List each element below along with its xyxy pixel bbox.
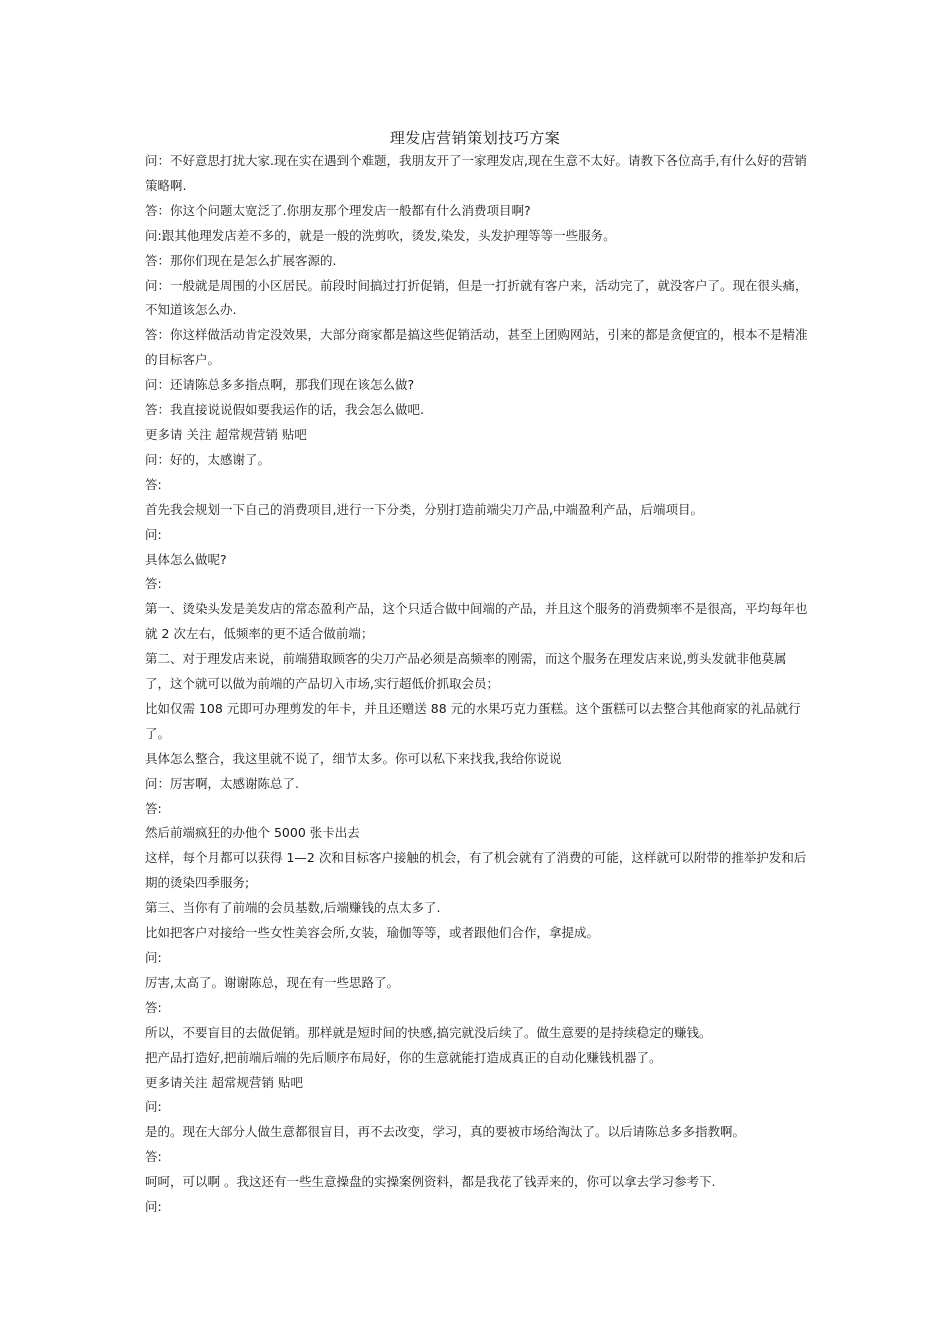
dialogue-paragraph: 是的。现在大部分人做生意都很盲目，再不去改变，学习，真的要被市场给淘汰了。以后请陈总多多指教啊。 [145, 1124, 746, 1140]
dialogue-paragraph: 问：厉害啊，太感谢陈总了. [145, 775, 299, 791]
dialogue-paragraph: 答: [145, 476, 162, 492]
dialogue-paragraph: 具体怎么做呢? [145, 551, 227, 567]
dialogue-paragraph: 然后前端疯狂的办他个 5000 张卡出去 [145, 825, 360, 841]
dialogue-paragraph: 答: [145, 999, 162, 1015]
dialogue-paragraph: 问：还请陈总多多指点啊，那我们现在该怎么做? [145, 377, 415, 393]
dialogue-paragraph: 答: [145, 1149, 162, 1165]
dialogue-paragraph: 答: [145, 576, 162, 592]
document-title: 理发店营销策划技巧方案 [389, 129, 561, 147]
dialogue-paragraph: 更多请 关注 超常规营销 贴吧 [145, 426, 307, 442]
dialogue-paragraph: 所以，不要盲目的去做促销。那样就是短时间的快感,搞完就没后续了。做生意要的是持续稳定的赚钱。 [145, 1024, 712, 1040]
dialogue-paragraph: 问：好的，太感谢了。 [145, 451, 271, 467]
dialogue-paragraph: 答：你这个问题太宽泛了.你朋友那个理发店一般都有什么消费项目啊? [145, 202, 531, 218]
dialogue-paragraph: 答：你这样做活动肯定没效果，大部分商家都是搞这些促销活动，甚至上团购网站，引来的都是贪便宜的，根本不是精准的目标客户。 [145, 327, 808, 368]
dialogue-paragraph: 问：不好意思打扰大家.现在实在遇到个难题，我朋友开了一家理发店,现在生意不太好。请教下各位高手,有什么好的营销策略啊. [145, 153, 807, 193]
dialogue-paragraph: 这样，每个月都可以获得 1—2 次和目标客户接触的机会，有了机会就有了消费的可能，这样就可以附带的推举护发和后期的烫染四季服务; [145, 850, 807, 891]
dialogue-paragraph: 问:跟其他理发店差不多的，就是一般的洗剪吹，烫发,染发，头发护理等等一些服务。 [145, 227, 616, 243]
dialogue-paragraph: 答：那你们现在是怎么扩展客源的. [145, 252, 337, 268]
dialogue-paragraph: 呵呵，可以啊 。我这还有一些生意操盘的实操案例资料，都是我花了钱弄来的，你可以拿去学习参考下. [145, 1174, 716, 1190]
dialogue-paragraph: 答: [145, 800, 162, 816]
dialogue-paragraph: 厉害,太高了。谢谢陈总，现在有一些思路了。 [145, 974, 399, 990]
dialogue-paragraph: 第二、对于理发店来说，前端猎取顾客的尖刀产品必须是高频率的刚需，而这个服务在理发店来说,剪头发就非他莫属了，这个就可以做为前端的产品切入市场,实行超低价抓取会员； [145, 651, 787, 692]
dialogue-paragraph: 答：我直接说说假如要我运作的话，我会怎么做吧. [145, 402, 424, 418]
dialogue-paragraph: 第一、烫染头发是美发店的常态盈利产品，这个只适合做中间端的产品，并且这个服务的消费频率不是很高，平均每年也就 2 次左右，低频率的更不适合做前端； [145, 601, 808, 642]
dialogue-paragraph: 问: [145, 1199, 162, 1215]
document-body [145, 149, 810, 1220]
dialogue-paragraph: 问：一般就是周围的小区居民。前段时间搞过打折促销，但是一打折就有客户来，活动完了，就没客户了。现在很头痛，不知道该怎么办. [145, 277, 808, 318]
dialogue-paragraph: 问: [145, 950, 162, 965]
dialogue-paragraph: 问: [145, 526, 162, 542]
dialogue-paragraph: 比如仅需 108 元即可办理剪发的年卡，并且还赠送 88 元的水果巧克力蛋糕。这个蛋糕可以去整合其他商家的礼品就行了。 [145, 700, 801, 741]
dialogue-paragraph: 比如把客户对接给一些女性美容会所,女装，瑜伽等等，或者跟他们合作，拿提成。 [145, 925, 599, 941]
dialogue-paragraph: 更多请关注 超常规营销 贴吧 [145, 1074, 303, 1090]
dialogue-paragraph: 把产品打造好,把前端后端的先后顺序布局好，你的生意就能打造成真正的自动化赚钱机器了。 [145, 1049, 662, 1065]
dialogue-paragraph: 具体怎么整合，我这里就不说了，细节太多。你可以私下来找我,我给你说说 [145, 750, 562, 766]
dialogue-paragraph: 第三、当你有了前端的会员基数,后端赚钱的点太多了. [145, 900, 441, 916]
dialogue-paragraph: 问: [145, 1099, 162, 1115]
dialogue-paragraph: 首先我会规划一下自己的消费项目,进行一下分类，分别打造前端尖刀产品,中端盈利产品，后端项目。 [145, 501, 703, 517]
